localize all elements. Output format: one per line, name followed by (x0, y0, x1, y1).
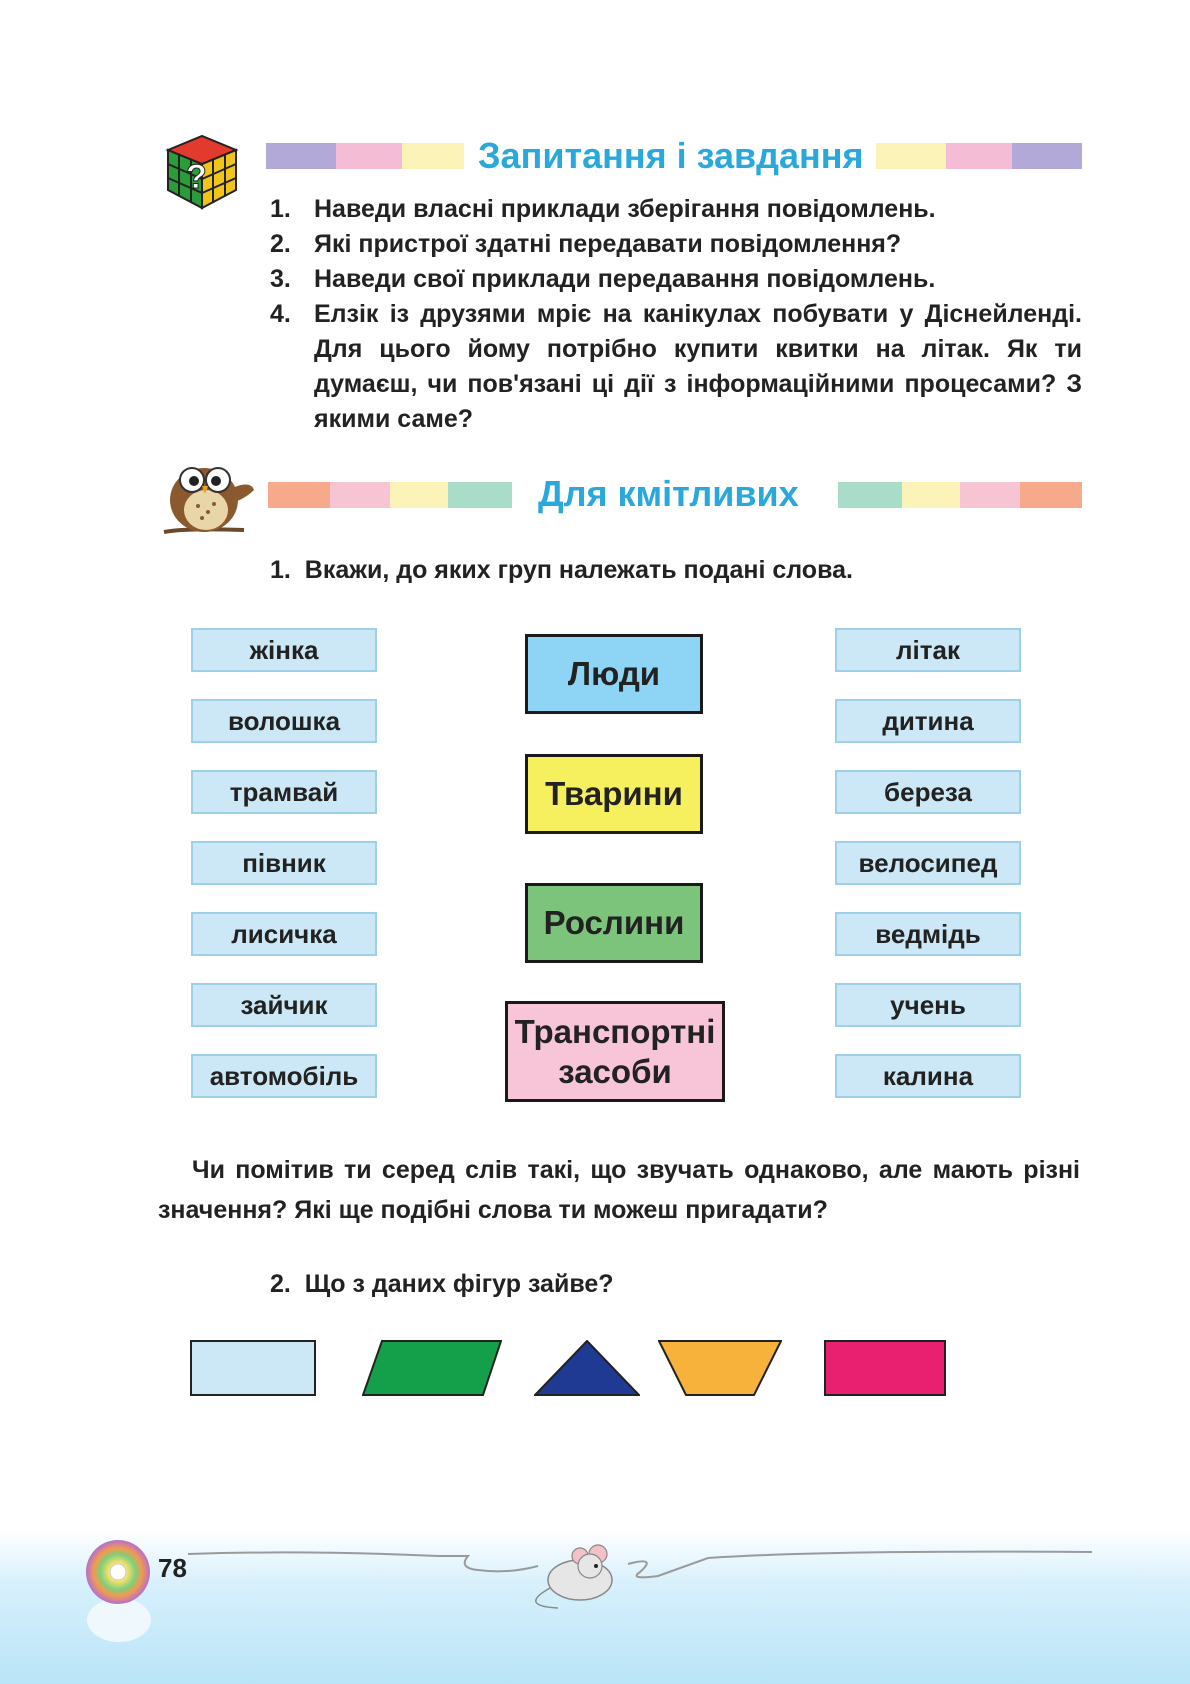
task1-line: 1. Вкажи, до яких груп належать подані слова. (270, 556, 853, 584)
word-box[interactable]: учень (835, 983, 1021, 1027)
group-box-animals[interactable]: Тварини (525, 754, 703, 834)
word-box[interactable]: трамвай (191, 770, 377, 814)
footer-line-with-mouse (188, 1536, 1092, 1626)
group-box-transport[interactable]: Транспортні засоби (505, 1001, 725, 1102)
shape-green-parallelogram[interactable] (362, 1340, 502, 1396)
task2-line: 2. Що з даних фігур зайве? (270, 1270, 614, 1298)
word-box[interactable]: автомобіль (191, 1054, 377, 1098)
page-number: 78 (158, 1553, 187, 1583)
word-box[interactable]: ведмідь (835, 912, 1021, 956)
section2-title: Для кмітливих (526, 474, 811, 514)
section1-title: Запитання і завдання (466, 136, 876, 176)
word-box[interactable]: велосипед (835, 841, 1021, 885)
question-item: 1. Наведи власні приклади зберігання повідомлень. (270, 195, 936, 223)
question-item: 3. Наведи свої приклади передавання повідомлень. (270, 265, 936, 293)
word-box[interactable]: дитина (835, 699, 1021, 743)
shape-pink-rectangle[interactable] (824, 1340, 946, 1396)
word-box[interactable]: жінка (191, 628, 377, 672)
word-box[interactable]: зайчик (191, 983, 377, 1027)
word-box[interactable]: волошка (191, 699, 377, 743)
shape-light-blue-rectangle[interactable] (190, 1340, 316, 1396)
word-box[interactable]: лисичка (191, 912, 377, 956)
question-item: 4. Елзік із друзями мріє на канікулах побувати у Діснейленді. Для цього йому потрібно купити квитки на літак. Як ти думаєш, чи пов'язані ці дії з інформаційними процесами? З якими саме? (270, 300, 1082, 433)
word-box[interactable]: півник (191, 841, 377, 885)
word-box[interactable]: калина (835, 1054, 1021, 1098)
shape-blue-triangle[interactable] (534, 1340, 640, 1396)
word-box[interactable]: береза (835, 770, 1021, 814)
group-box-plants[interactable]: Рослини (525, 883, 703, 963)
question-item: 2. Які пристрої здатні передавати повідомлення? (270, 230, 902, 258)
homonyms-paragraph: Чи помітив ти серед слів такі, що звучать однаково, але мають різні значення? Які ще подібні слова ти можеш пригадати? (158, 1156, 1080, 1224)
shape-orange-trapezoid[interactable] (658, 1340, 782, 1396)
rubik-cube-icon (158, 128, 244, 214)
word-box[interactable]: літак (835, 628, 1021, 672)
cd-disc-icon (84, 1538, 154, 1648)
group-box-people[interactable]: Люди (525, 634, 703, 714)
svg-text:?: ? (186, 158, 207, 196)
questions-list (262, 192, 1082, 437)
owl-icon (154, 448, 264, 536)
